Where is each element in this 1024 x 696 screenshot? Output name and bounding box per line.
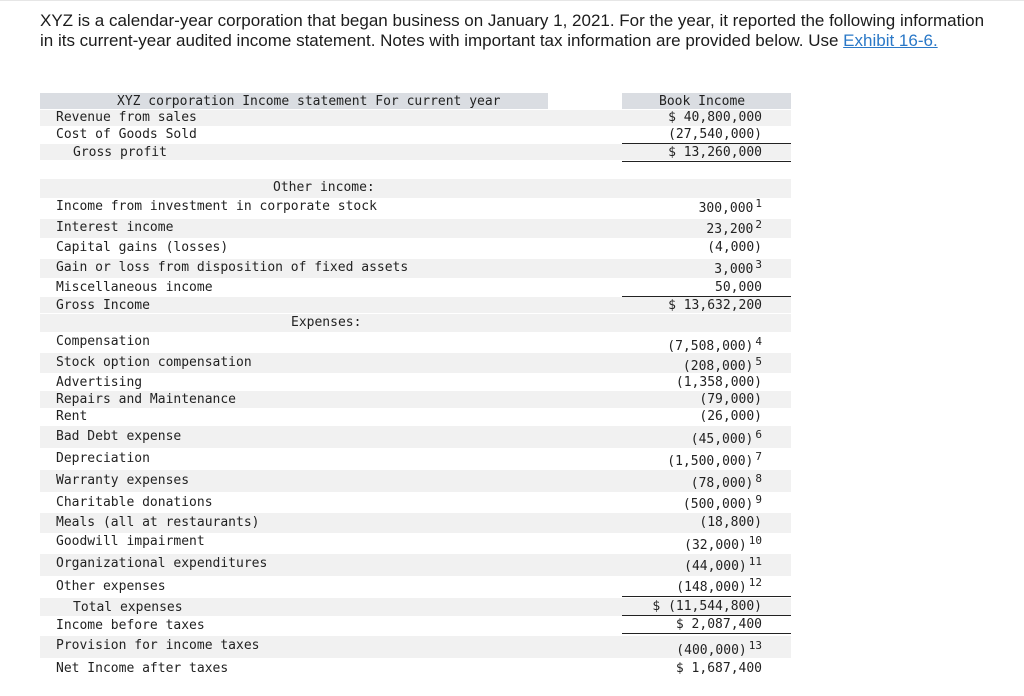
expense-value: (1,358,000) (675, 375, 762, 390)
expense-label: Meals (all at restaurants) (56, 515, 260, 530)
underline-rule (622, 633, 791, 634)
gross-income-label: Gross Income (56, 298, 150, 313)
expense-value: (1,500,000) $^7$ (667, 450, 762, 469)
other-income-label: Gain or loss from disposition of fixed assets (56, 260, 409, 275)
other-income-heading: Other income: (273, 180, 375, 195)
expense-value: (32,000) $^{10}$ (684, 534, 762, 553)
other-income-label: Miscellaneous income (56, 280, 213, 295)
expense-label: Goodwill impairment (56, 534, 205, 549)
expense-value: (18,800) (699, 515, 762, 530)
revenue-label: Revenue from sales (56, 110, 197, 125)
footnote-marker: 6 (755, 428, 762, 441)
income-before-taxes-label: Income before taxes (56, 618, 205, 633)
other-income-value: (4,000) (707, 240, 762, 255)
expense-value: (44,000) $^{11}$ (684, 555, 762, 574)
expense-label: Stock option compensation (56, 355, 252, 370)
expense-value: (7,508,000) $^4$ (667, 335, 762, 354)
net-income-label: Net Income after taxes (56, 661, 229, 676)
expense-label: Advertising (56, 375, 143, 390)
provision-value: (400,000) $^{13}$ (676, 639, 762, 658)
expense-value: (45,000) $^6$ (690, 428, 762, 447)
expense-label: Compensation (56, 334, 150, 349)
gross-income-value: $ 13,632,200 (668, 298, 762, 313)
net-income-value: $ 1,687,400 (675, 661, 762, 676)
table-title: XYZ corporation Income statement For current year (117, 94, 501, 109)
expense-label: Other expenses (56, 579, 166, 594)
gross-profit-value: $ 13,260,000 (668, 145, 762, 160)
footnote-marker: 3 (755, 258, 762, 271)
footnote-marker: 2 (755, 218, 762, 231)
expense-label: Bad Debt expense (56, 429, 182, 444)
underline-rule (622, 143, 791, 144)
cogs-label: Cost of Goods Sold (56, 127, 197, 142)
gross-profit-label: Gross profit (73, 145, 167, 160)
row-band (40, 314, 791, 332)
underline-rule (622, 615, 791, 616)
column-header: Book Income (659, 94, 746, 109)
other-income-value: 300,000 $^1$ (698, 197, 762, 216)
exhibit-link[interactable]: Exhibit 16-6. (843, 31, 938, 50)
footnote-marker: 7 (755, 450, 762, 463)
expense-label: Rent (56, 409, 88, 424)
expense-value: (208,000) $^5$ (682, 355, 762, 374)
row-band (40, 179, 791, 198)
expense-value: (500,000) $^9$ (682, 493, 762, 512)
provision-label: Provision for income taxes (56, 638, 260, 653)
other-income-value: 3,000 $^3$ (714, 258, 762, 277)
revenue-value: $ 40,800,000 (668, 110, 762, 125)
underline-rule (622, 596, 791, 597)
expense-value: (148,000) $^{12}$ (676, 576, 762, 595)
underline-rule (622, 161, 791, 162)
other-income-value: 23,200 $^2$ (706, 218, 762, 237)
expense-label: Repairs and Maintenance (56, 392, 237, 407)
expense-label: Warranty expenses (56, 473, 190, 488)
other-income-label: Interest income (56, 220, 174, 235)
total-expenses-label: Total expenses (73, 600, 183, 615)
footnote-marker: 4 (755, 335, 762, 348)
expense-value: (26,000) (699, 409, 762, 424)
footnote-marker: 9 (755, 493, 762, 506)
other-income-label: Income from investment in corporate stock (56, 199, 377, 214)
footnote-marker: 13 (748, 639, 762, 652)
expenses-heading: Expenses: (291, 315, 362, 330)
footnote-marker: 1 (755, 197, 762, 210)
expense-value: (78,000) $^8$ (690, 472, 762, 491)
footnote-marker: 11 (748, 555, 762, 568)
expense-label: Depreciation (56, 451, 150, 466)
other-income-value: 50,000 (715, 280, 762, 295)
expense-label: Charitable donations (56, 495, 213, 510)
footnote-marker: 5 (755, 355, 762, 368)
cogs-value: (27,540,000) (668, 127, 762, 142)
other-income-label: Capital gains (losses) (56, 240, 229, 255)
intro-text: XYZ is a calendar-year corporation that began business on January 1, 2021. For the year, it reported the following information in its current-year audited income statement. Notes with important tax information are provided below. Use (40, 11, 985, 50)
total-expenses-value: $ (11,544,800) (652, 599, 762, 614)
footnote-marker: 10 (748, 534, 762, 547)
footnote-marker: 8 (755, 472, 762, 485)
expense-label: Organizational expenditures (56, 556, 268, 571)
footnote-marker: 12 (748, 576, 762, 589)
expense-value: (79,000) (699, 392, 762, 407)
underline-rule (622, 296, 791, 297)
income-before-taxes-value: $ 2,087,400 (675, 617, 762, 632)
